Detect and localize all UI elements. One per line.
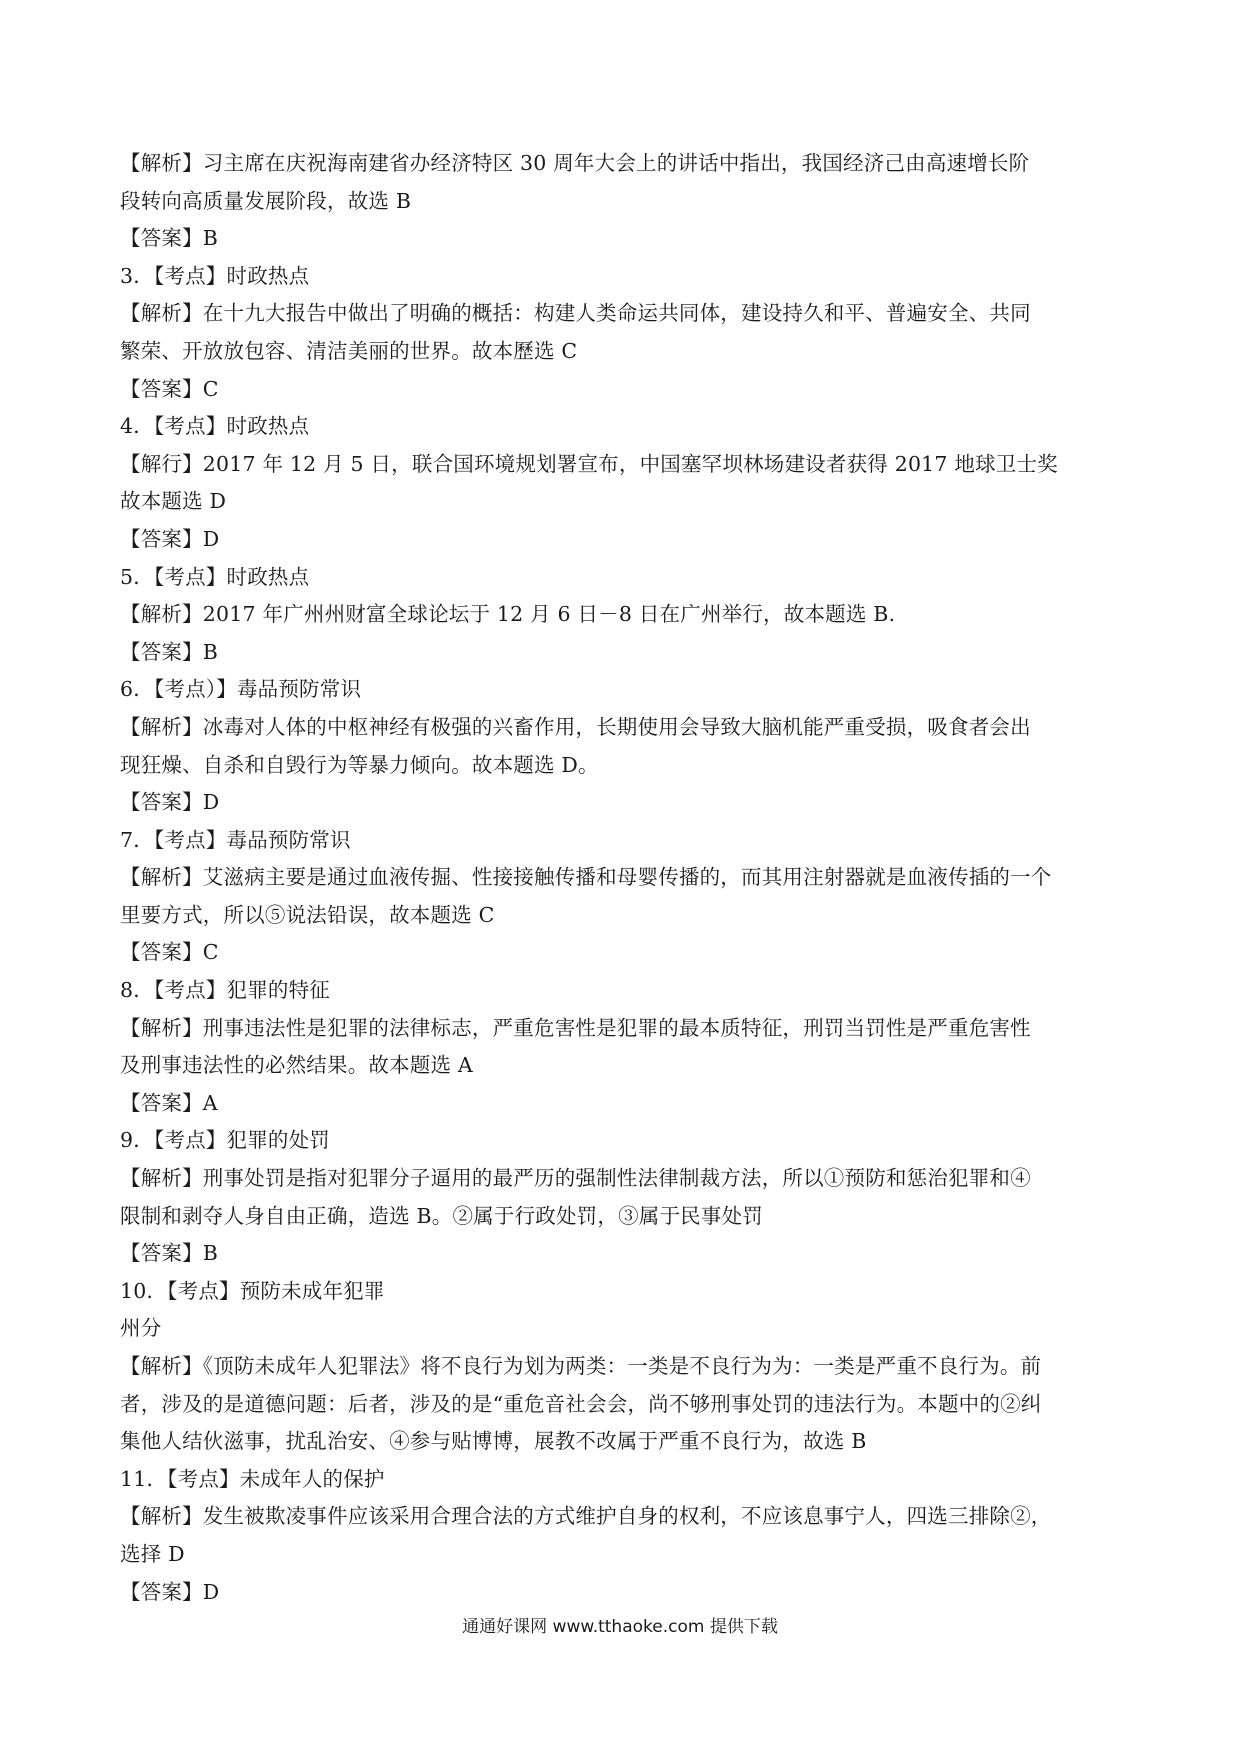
page-footer: 通通好课网 www.tthaoke.com 提供下载 <box>462 1617 778 1637</box>
answer-text-body <box>120 145 1120 1611</box>
text-line: 【解行】2017 年 12 月 5 日，联合国环境规划署宣布，中国塞罕坝林场建设者获得 2017 地球卫士奖 <box>120 451 1058 476</box>
text-line: 限制和剥夺人身自由正确，造选 B。②属于行政处罚，③属于民事处罚 <box>120 1203 763 1228</box>
text-line: 现狂燥、自杀和自毁行为等暴力倾向。故本题选 D。 <box>120 752 599 777</box>
text-line: 【解析】刑事违法性是犯罪的法律标志，严重危害性是犯罪的最本质特征，刑罚当罚性是严重危害性 <box>120 1015 1031 1040</box>
text-line: 及刑事违法性的必然结果。故本题选 A <box>120 1053 473 1078</box>
text-line: 【解析】2017 年广州州财富全球论坛于 12 月 6 日－8 日在广州举行，故本题选 B. <box>120 602 896 627</box>
text-line: 7．【考点】毒品预防常识 <box>120 827 351 852</box>
text-line: 选择 D <box>120 1541 185 1566</box>
text-line: 6．【考点）】毒品预防常识 <box>120 677 362 702</box>
text-line: 【解析】刑事处罚是指对犯罪分子逼用的最严历的强制性法律制裁方法，所以①预防和惩治犯罪和④ <box>120 1166 1031 1191</box>
text-line: 【答案】A <box>120 1090 218 1115</box>
text-line: 11．【考点】未成年人的保护 <box>120 1466 385 1491</box>
text-line: 【答案】D <box>120 790 220 815</box>
text-line: 8．【考点】犯罪的特征 <box>120 978 330 1003</box>
text-line: 【解析】在十九大报告中做出了明确的概括：构建人类命运共同体，建设持久和平、普遍安全、共同 <box>120 301 1031 326</box>
text-line: 【答案】B <box>120 226 219 251</box>
text-line: 【答案】C <box>120 376 219 401</box>
text-line: 【解析】《顶防未成年人犯罪法》将不良行为划为两类：一类是不良行为为：一类是严重不良行为。前 <box>120 1354 1042 1378</box>
text-line: 【答案】D <box>120 526 220 551</box>
text-line: 集他人结伙滋事，扰乱治安、④参与贴博博，展教不改属于严重不良行为，故选 B <box>120 1429 867 1454</box>
text-line: 【答案】C <box>120 940 219 965</box>
text-line: 州分 <box>120 1316 162 1341</box>
text-line: 3．【考点】时政热点 <box>120 263 310 288</box>
text-line: 【答案】B <box>120 639 219 664</box>
text-line: 【解析】习主席在庆祝海南建省办经济特区 30 周年大会上的讲话中指出，我国经济己由高速增长阶 <box>120 151 1030 175</box>
text-line: 【答案】B <box>120 1241 219 1266</box>
text-line: 繁荣、开放放包容、清洁美丽的世界。故本歷选 C <box>120 338 578 363</box>
text-line: 5．【考点】时政热点 <box>120 564 310 589</box>
text-line: 【解析】冰毒对人体的中枢神经有极强的兴畜作用，长期使用会导致大脑机能严重受损，吸食者会出 <box>120 714 1031 739</box>
text-line: 【答案】D <box>120 1579 220 1604</box>
text-line: 段转向高质量发展阶段，故选 B <box>120 188 412 213</box>
text-line: 里要方式，所以⑤说法铅误，故本题选 C <box>120 902 495 927</box>
text-line: 10．【考点】预防未成年犯罪 <box>120 1278 385 1303</box>
text-line: 4．【考点】时政热点 <box>120 414 310 439</box>
text-line: 【解析】发生被欺凌事件应该采用合理合法的方式维护自身的权利，不应该息事宁人，四选三排除②， <box>120 1504 1052 1529</box>
text-line: 【解析】艾滋病主要是通过血液传掘、性接接触传播和母婴传播的，而其用注射器就是血液传插的一个 <box>120 865 1052 890</box>
text-line: 9．【考点】犯罪的处罚 <box>120 1128 330 1153</box>
text-line: 故本题选 D <box>120 489 227 514</box>
text-line: 者，涉及的是道德问题：后者，涉及的是“重危音社会会，尚不够刑事处罚的违法行为。本题中的②纠 <box>120 1391 1042 1416</box>
